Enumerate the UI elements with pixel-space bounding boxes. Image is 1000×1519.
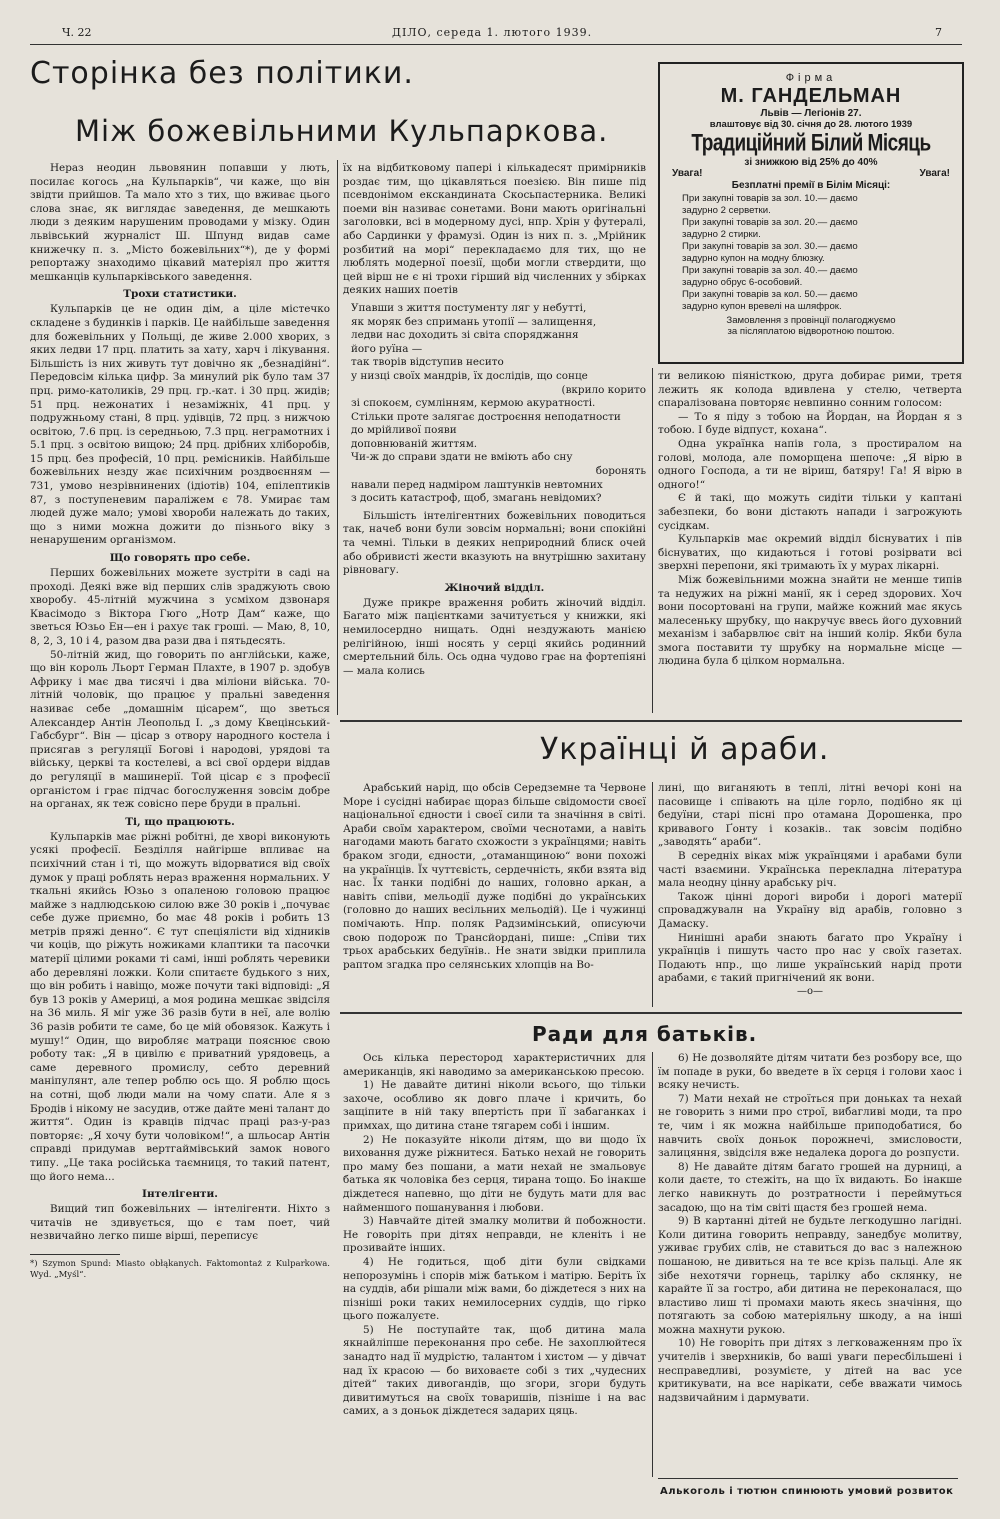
article-separator: [340, 720, 962, 722]
article1-column2: [343, 162, 646, 678]
ad-firm-label: Фірма: [785, 72, 837, 84]
poem-line: у низці своїх мандрів, їх дослідів, що сонце: [351, 369, 588, 382]
heading-work: Ті, що працюють.: [125, 815, 235, 828]
article1-title: Між божевільними Кульпаркова.: [75, 114, 609, 148]
article3-column2: [658, 1052, 962, 1405]
article3-rule6: 6) Не дозволяйте дітям читати без розбору все, що їм попаде в руки, бо введете в їх серця і голови хаос і всяку нечисть.: [658, 1052, 962, 1092]
ad-line: При закупні товарів за зол. 20.— даємо: [682, 217, 858, 228]
article1-p11: — То я піду з тобою на Йордан, на Йордан я з тобою. І буде відпуст, кохана“.: [658, 410, 962, 437]
bottom-rule: [658, 1478, 958, 1479]
column-divider-1: [337, 160, 338, 715]
article2-end-mark: —о—: [796, 985, 824, 997]
ad-dates: влаштовує від 30. січня до 28. лютого 1939: [709, 119, 913, 130]
column-divider-3: [652, 782, 653, 1007]
article2-p4: Також цінні дорогі вироби і дорогі матерії спроваджувалн на Україну від арабів, головно з Дамаску.: [658, 890, 962, 930]
article2-p3: В середніх віках між українцями і арабами були часті взаємини. Українська перекладна література мала неодну цінну арабську річ.: [658, 849, 962, 890]
article2-column1: [343, 782, 646, 972]
article2-p1: Арабський нарід, що обсів Середземне та Червоне Море і сусідні набирає щораз більше свідомости своєї національної єдности і своєї сили та значіння в світі. Араби своїм характером, своїми чеснотами, а навіть нагодами мають багато схожости з українцями; навіть браком згоди, єдности, „отаманщиною“ вони похожі на українців. Їх чуттєвість, сердечність, якби взята від нас. Їх танки подібні до наших, головно аркан, а навіть співи, мельодії дуже подібні до українських (головно до наших весільних мельодій). Це і чужинці помічають. Нпр. поляк Радзимінський, описуючи свою подорож по Трансйордані, пише: „Співи тих трьох арабських бедуїнів.. Не знати звідки приплила раптом згадка про селянських хлопців на Во-: [343, 782, 646, 971]
article-separator-2: [340, 1012, 962, 1014]
newspaper-dateline: ДІЛО, середа 1. лютого 1939.: [392, 26, 593, 39]
poem-line: доповнюваній життям.: [351, 437, 478, 450]
ad-line: задурно обрус 6-особовий.: [682, 277, 803, 288]
poem-line: як моряк без спримань утопії — залищення,: [351, 315, 597, 328]
heading-stats: Трохи статистики.: [123, 288, 237, 301]
article1-p5: Кульпарків має ріжні робітні, де хворі виконують усякі професії. Безділля найгірше впливає на психічний стан і ті, що можуть відорватися від своїх думок у праці роблять нераз враження нормальних. У ткальні якийсь Юзьо з опаленою головою працює майже з надлюдською силою вже 30 років і „почуває себе дуже приємно, бо має 48 років і робить 13 метрів пряжі денно“. Є тут спеціялісти від хідників чи коців, що ріжуть ножиками клаптики та пасочки матерії цілими роками ті самі, інші роблять черевики або деревляні ложки. Коли спитаєте будького з них, що він робить і навіщо, може почути такі відповіді: „Я був 13 років у Америці, а моя родина мешкає звідсіля на 36 миль. Я міг уже 36 разів бути в неї, але волію 36 разів робити те саме, бо це мій обовязок. Кажуть і мушу!“ Один, що виробляє матраци пояснює свою роботу так: „Я в цивілю є приватний урядовець, а саме деревного промислу, себто деревний маніпулянт, але тепер роблю ось що. Я роблю щось на сотні, щоб люди мали на чому спати. Але я з Бродів і нікому не засудив, отже дайте мені талант до життя“. Один із кравців підчас праці раз-у-раз повторяє: „Я хочу бути чоловіком!“, а шльосар Антін справді придумав вертгаймівський замок нового типу. „Це така російська таємниця, то такий патент, що його нема...: [30, 830, 330, 1183]
ad-line: задурно 2 стирки.: [682, 229, 761, 240]
poem-line: до мрійливої появи: [351, 424, 457, 437]
ad-warning-right: Увага!: [919, 168, 950, 179]
article3-column1: [343, 1052, 646, 1419]
article1-p4: 50-літній жид, що говорить по англійськи, каже, що він король Льорт Герман Плахте, в 1907 р. здобув Африку і має два тисячі і два міліони війська. 70-літній чоловік, що працює у пральні заведення називає себе „домашнім цісарем“, що зветься Александер Антін Леопольд І. „з дому Квецінський-Габсбург“. Він — цісар з отвору народного костела і присягав з регуляції Богові і народові, урядові та війську, церкві та костелеві, а всі свої ордери віддав до регуляції в машинерії. Той цісар є з професії органістом і грає підчас богослуження зовсім добре на органах, як теж совісно пере бруди в пральні.: [30, 648, 330, 811]
ad-line: задурно 2 серветки.: [682, 205, 771, 216]
ad-premium-title: Безплатні премії в Білім Місяці:: [731, 180, 891, 191]
ad-event-name: Традиційний Білий Місяць: [691, 130, 931, 157]
article1-p7: їх на відбитковому папері і кількадесят примірників роздає тим, що цікавляться поезією. Він пише під псевдонімом екскандината Скосьпастерника. Великі поеми він називає сонетами. Вони мають оригінальні заголовки, всі в модерному дусі, нпр. Хрін у футералі, або Сардинки у фрамузі. Один із них п. з. „Мрійник розбитий на морі“ перекладаємо для тих, що не люблять модерної поезії, щоби могли ствердити, що цей вірш не є ні трохи гірший від численних у збірках деяких наших поетів: [343, 162, 646, 297]
heading-intellectuals: Інтелігенти.: [142, 1188, 218, 1201]
article2-title: Українці й араби.: [540, 732, 830, 767]
article1-p13: Є й такі, що можуть сидіти тільки у каптані забезпеки, бо вони дістають напади і загрожують сусідкам.: [658, 492, 962, 532]
header-rule: [30, 44, 962, 45]
article1-p10: ти великою піяністкою, друга добирає рими, третя лежить як колода вдивлена у стелю, четверта спаралізована повторяє невпинно сонним голосом:: [658, 370, 962, 410]
ad-line: задурно купон вревелі на шляфрок.: [682, 301, 842, 312]
poem-line: (вкрило корито: [561, 383, 646, 396]
article1-p14: Кульпарків має окремий відділ біснуватих і пів біснуватих, що кидаються і готові розірвати всі зверхні перепони, які тримають їх у мурах лікарні.: [658, 533, 962, 573]
poem-line: Упавши з життя постументу ляг у небутті,: [351, 301, 587, 314]
ad-line: задурно купон на модну блюзку.: [682, 253, 825, 264]
article2-p2: лині, що виганяють в теплі, літні вечорі коні на пасовище і співають на ціле горло, подібно як ці бедуїни, старі пісні про отамана Дорошенка, про кривавого Ґонту і козаків.. так зовсім подібно „заводять“ араби“.: [658, 782, 962, 849]
article1-p8: Більшість інтелігентних божевільних поводиться так, начеб вони були зовсім нормальні; вони спокійні та чемні. Тільки в деяких неприродний блиск очей або обривисті жести вказують на внутрішню захитану рівновагу.: [343, 509, 646, 577]
section-title: Сторінка без політики.: [30, 56, 414, 91]
ad-warning-row: [660, 168, 962, 180]
article1-p15: Між божевільними можна знайти не менше типів та недужих на ріжні манії, як і серед здорових. Хоч вони посортовані на групи, майже кожний має якусь малесеньку шрубку, що накручує ввесь його духовний механізм і забарвлює світ на інший колір. Якби була змога поставити ту шрубку на нормальне місце — людина була б цілком нормальна.: [658, 573, 962, 668]
article1-p3: Перших божевільних можете зустріти в саді на проході. Деякі вже від перших слів зраджують свою хворобу. 45-літній мужчина з усміхом дзвонаря Квасімодо з Віктора Гюго „Нотр Дам“ каже, що зветься Юзьо Ен—ен і рахує так гроші. — Маю, 8, 10, 8, 2, 3, 10 і 4, разом два рази два і пятьдесять.: [30, 567, 330, 647]
article2-p5: Нинішні араби знають багато про Україну і українців і пишуть часто про нас у своїх газетах. Подають нпр., що лише український нарід проти арабами, є такий пригнічений як вони.: [658, 931, 962, 985]
footnote-rule: [30, 1254, 120, 1255]
ad-address: Львів — Легіонів 27.: [760, 108, 862, 119]
article3-rule3: 3) Навчайте дітей змалку молитви й побожности. Не говоріть при дітях неправди, не кленіть і не прозивайте інших.: [343, 1215, 646, 1255]
poem-line: ледви нас доходить зі світа споряджання: [351, 329, 579, 342]
article3-rule4: 4) Не годиться, щоб діти були свідками непорозумінь і спорів між батьком і матірю. Беріть їх на суддів, аби рішали між вами, бо діждетеся з них на пізніші роки таких немилосерних суддів, що гірко цього пожалуєте.: [343, 1255, 646, 1323]
article1-column3: [658, 370, 962, 669]
ad-warning-left: Увага!: [672, 168, 703, 179]
poem-line: боронять: [595, 465, 646, 478]
heading-self: Що говорять про себе.: [109, 552, 251, 565]
column-divider-2: [652, 368, 653, 713]
issue-number: Ч. 22: [62, 26, 92, 39]
ad-line: При закупні товарів за зол. 10.— даємо: [682, 193, 858, 204]
article1-p12: Одна українка напів гола, з простиралом на голові, молода, але поморщена шепоче: „Я вірю в одного Господа, а ти не віриш, батяру! Га! Я вірю в одного!“: [658, 437, 962, 491]
article3-rule5: 5) Не поступайте так, щоб дитина мала якнайліпше переконання про себе. Не захоплюйтеся занадто над її мудрістю, талантом і хистом — у дівчат над їх красою — бо виховаєте собі з тих „чудесних дітей“ таких дивогандів, що згори, згори будуть дивитимуться на своїх товаришів, пізніше і на вас самих, а з доньок діждетеся задарих цяць.: [343, 1323, 646, 1418]
poem-line: Чи-ж до справи здати не вміють або сну: [351, 451, 573, 464]
footnote: *) Szymon Spund: Miasto obłąkanych. Faktomontaż z Kulparkowa. Wyd. „Myśl“.: [30, 1258, 330, 1280]
ad-order-2: за післяплатою відворотною поштою.: [727, 326, 895, 337]
page-header: [62, 24, 942, 42]
poem: [351, 302, 646, 506]
article1-p1: Нераз неодин львовянин попавши у лють, посилає когось „на Кульпарків“, чи каже, що він звідти прийшов. Та мало хто з тих, що вживає цього слова знає, як виглядає заведення, де мешкають люди з деяким нарушеним проводами у мізку. Один львівський журналіст Ш. Шпунд видав саме книжечку п. з. „Місто божевільних“*), де у формі репортажу знаходимо цікавий матеріял про життя мешканців кульпарківського заведення.: [30, 162, 330, 283]
page-number: 7: [935, 26, 942, 39]
poem-line: його руїна —: [351, 342, 423, 355]
ad-discount: зі знижкою від 25% до 40%: [744, 157, 878, 168]
article1-column1: [30, 162, 330, 1281]
article3-rule8: 8) Не давайте дітям багато грошей на дурниці, а коли даєте, то стежіть, на що їх видають. Бо інакше легко навикнуть до розтратности і переймуться засадою, що на тім світі щастя без грошей нема.: [658, 1160, 962, 1214]
poem-line: Стільки проте залягає достроєння неподатности: [351, 410, 621, 423]
article2-column2: [658, 782, 962, 997]
ad-line: При закупні товарів за зол. 30.— даємо: [682, 241, 858, 252]
poem-line: з досить катастроф, щоб, змагань невідомих?: [351, 492, 602, 505]
ad-line: При закупні товарів за зол. 40.— даємо: [682, 265, 858, 276]
article3-rule9: 9) В картанні дітей не будьте легкодушно лагідні. Коли дитина говорить неправду, занедбує молитву, уживає грубих слів, не ставиться до вас з належною пошаною, не дивиться на те все крізь пальці. Але як зібе нехотячи горнець, тарілку або склянку, не карайте її за гостро, аби дитина не переконалася, що властиво лиш ті промахи мають якесь значіння, що потягають за собою матеріяльну шкоду, а на інші можна махнути рукою.: [658, 1215, 962, 1336]
heading-female-ward: Жіночий відділ.: [444, 581, 545, 594]
article1-p2: Кульпарків це не один дім, а ціле містечко складене з будинків і парків. Це найбільше заведення для божевільних у Польщі, де живе 2.000 хворих, з яких ледви 17 прц. платить за хату, харч і лікування. Більшість із них живуть тут довічно як „безнадійні“. Передовсім кілька цифр. За минулий рік було там 37 прц. римо-католиків, 29 прц. гр.-кат. і 30 прц. жидів; 51 прц. нежонатих і незаміжніх, 41 прц. у подружньому стані, 8 прц. удівців, 72 прц. з нижчою освітою, 7.6 прц. із середньою, 7.3 прц. неграмотних і 5.1 прц. з освітою вищою; 24 прц. дрібних хліборобів, 15 прц. без професій, 10 прц. ремісників. Найбільше божевільних незду жає психічним роздвоєнням — 731, умово незрівнинених (ідіотів) 104, епілептиків 87, з поступеневим параліжем є 78. Умирає там людей дуже мало; умові хвороби належать до таких, що з ними можна дожити до пізнього віку з ненарушеним організмом.: [30, 303, 330, 547]
poem-line: зі спокоєм, сумлінням, кермою акуратності.: [351, 397, 596, 410]
article3-rule2: 2) Не показуйте ніколи дітям, що ви щодо їх виховання дуже ріжнитеся. Батько нехай не говорить про маму без пошани, а мати нехай не змальовує батька як чоловіка без серця, тирана тощо. Бо інакше діждетеся напевно, що діти не будуть мати для вас найменшого пошанування і любови.: [343, 1133, 646, 1214]
next-article-heading: Алькоголь і тютюн спинюють умовий розвиток: [660, 1486, 954, 1497]
article3-rule1: 1) Не давайте дитині ніколи всього, що тільки захоче, особливо як довго плаче і кричить, бо защіпите в ній таку впертість при її забаганках і примхах, що дитина стане тягарем собі і іншим.: [343, 1079, 646, 1132]
ad-line: При закупні товарів за кол. 50.— даємо: [682, 289, 858, 300]
ad-order: Замовлення з провінції полагоджуємо: [726, 315, 896, 326]
column-divider-4: [652, 1052, 653, 1477]
gandelman-advertisement: [658, 62, 964, 364]
article1-p6: Вищий тип божевільних — інтелігенти. Ніхто з читачів не здивується, що є там поет, чий незвичайно легко пише вірші, переписує: [30, 1203, 330, 1243]
article3-rule10: 10) Не говоріть при дітях з легковаженням про їх учителів і зверхників, бо ваші уваги пересбільшені і несправедливі, розумієте, у дітей на вас усе критикувати, на все нарікати, себе вважати чимось надзвичайним і дармувати.: [658, 1337, 962, 1404]
poem-line: так творів відступив несито: [351, 356, 504, 369]
article3-title: Ради для батьків.: [532, 1022, 758, 1046]
ad-firm-name: М. ГАНДЕЛЬМАН: [720, 85, 902, 107]
article1-p9: Дуже прикре враження робить жіночий відділ. Багато між пацієнтками зачитується у книжки, які немилосердно нищать. Одні нездужають манією релігійною, інші носять у серці якийсь родинний смертельний біль. Ось одна чудово грає на фортепіяні — мала колись: [343, 596, 646, 677]
article3-rule7: 7) Мати нехай не строїться при доньках та нехай не говорить з ними про строї, вибагливі моди, та про те, чим і як можна найбільше приподобатися, бо навчить своїх доньок порожнечі, змисловости, залицяння, звідсіля вже недалека дорога до розпусти.: [658, 1092, 962, 1160]
article3-intro: Ось кілька перестород характеристичних для американців, які наводимо за американською пресою.: [343, 1052, 646, 1078]
poem-line: навали перед надміром лаштунків невтомних: [351, 478, 603, 491]
